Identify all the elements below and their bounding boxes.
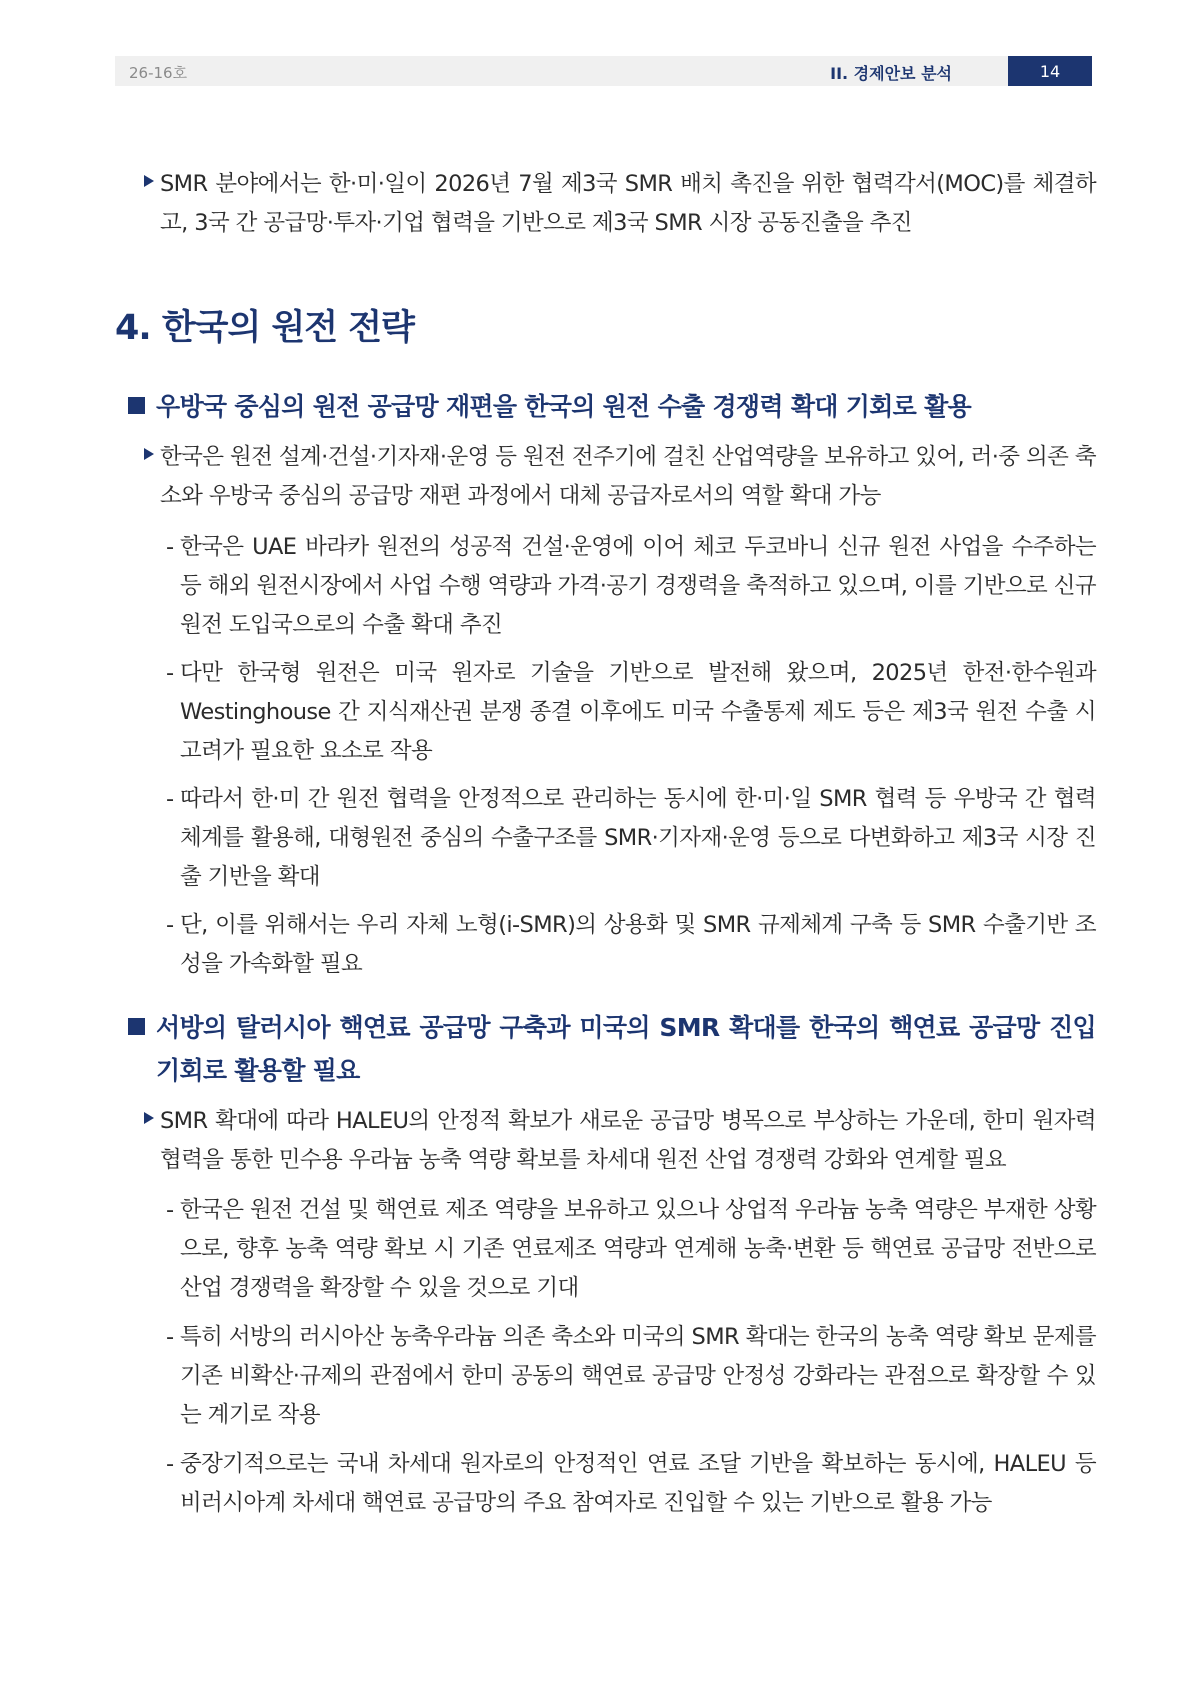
dash-text: 한국은 원전 건설 및 핵연료 제조 역량을 보유하고 있으나 상업적 우라늄 농축 역량은 부재한 상황으로, 향후 농축 역량 확보 시 기존 연료제조 역량과 연계해 농축·변환 등 핵연료 공급망 전반으로 산업 경쟁력을 확장할 수 있을 것으로 기대 [180,1197,1096,1301]
triangle-bullet-icon [144,175,154,187]
dash-item [166,528,1096,645]
square-bullet-icon [128,1018,145,1035]
dash-marker: - [166,660,174,686]
dash-item [166,1191,1096,1308]
dash-marker: - [166,1197,174,1223]
dash-item [166,1445,1096,1523]
subsection-heading-1 [128,385,1096,428]
dash-marker: - [166,786,174,812]
dash-text: 중장기적으로는 국내 차세대 원자로의 안정적인 연료 조달 기반을 확보하는 동시에, HALEU 등 비러시아계 차세대 핵연료 공급망의 주요 참여자로 진입할 수 있는 기반으로 활용 가능 [180,1451,1096,1516]
dash-item [166,1318,1096,1435]
bullet-item [160,1102,1096,1180]
bullet-text: SMR 확대에 따라 HALEU의 안정적 확보가 새로운 공급망 병목으로 부상하는 가운데, 한미 원자력협력을 통한 민수용 우라늄 농축 역량 확보를 차세대 원전 산업 경쟁력 강화와 연계할 필요 [160,1108,1096,1173]
dash-text: 다만 한국형 원전은 미국 원자로 기술을 기반으로 발전해 왔으며, 2025년 한전·한수원과 Westinghouse 간 지식재산권 분쟁 종결 이후에도 미국 수출통제 제도 등은 제3국 원전 수출 시 고려가 필요한 요소로 작용 [180,660,1096,764]
bullet-text: SMR 분야에서는 한·미·일이 2026년 7월 제3국 SMR 배치 촉진을 위한 협력각서(MOC)를 체결하고, 3국 간 공급망·투자·기업 협력을 기반으로 제3국 SMR 시장 공동진출을 추진 [160,171,1096,236]
page-number: 14 [1008,56,1092,86]
dash-marker: - [166,534,174,560]
dash-text: 따라서 한·미 간 원전 협력을 안정적으로 관리하는 동시에 한·미·일 SMR 협력 등 우방국 간 협력체계를 활용해, 대형원전 중심의 수출구조를 SMR·기자재·운영 등으로 다변화하고 제3국 시장 진출 기반을 확대 [180,786,1096,890]
dash-item [166,906,1096,984]
bullet-item [160,438,1096,516]
triangle-bullet-icon [144,448,154,460]
dash-marker: - [166,1324,174,1350]
triangle-bullet-icon [144,1112,154,1124]
dash-item [166,654,1096,771]
subsection-title: 서방의 탈러시아 핵연료 공급망 구축과 미국의 SMR 확대를 한국의 핵연료 공급망 진입 기회로 활용할 필요 [156,1013,1096,1085]
dash-text: 한국은 UAE 바라카 원전의 성공적 건설·운영에 이어 체코 두코바니 신규 원전 사업을 수주하는 등 해외 원전시장에서 사업 수행 역량과 가격·공기 경쟁력을 축적하고 있으며, 이를 기반으로 신규 원전 도입국으로의 수출 확대 추진 [180,534,1096,638]
dash-text: 특히 서방의 러시아산 농축우라늄 의존 축소와 미국의 SMR 확대는 한국의 농축 역량 확보 문제를 기존 비확산·규제의 관점에서 한미 공동의 핵연료 공급망 안정성 강화라는 관점으로 확장할 수 있는 계기로 작용 [180,1324,1096,1428]
dash-text: 단, 이를 위해서는 우리 자체 노형(i-SMR)의 상용화 및 SMR 규제체계 구축 등 SMR 수출기반 조성을 가속화할 필요 [180,912,1096,977]
subsection-title: 우방국 중심의 원전 공급망 재편을 한국의 원전 수출 경쟁력 확대 기회로 활용 [156,392,971,421]
subsection-heading-2 [128,1006,1096,1092]
dash-marker: - [166,1451,174,1477]
dash-marker: - [166,912,174,938]
dash-item [166,780,1096,897]
page-header [115,56,1092,86]
section-title: 4. 한국의 원전 전략 [115,308,414,348]
chapter-title: II. 경제안보 분석 [830,64,952,83]
issue-number: 26-16호 [129,64,188,82]
intro-bullet [160,165,1096,243]
bullet-text: 한국은 원전 설계·건설·기자재·운영 등 원전 전주기에 걸친 산업역량을 보유하고 있어, 러·중 의존 축소와 우방국 중심의 공급망 재편 과정에서 대체 공급자로서의 역할 확대 가능 [160,444,1096,509]
square-bullet-icon [128,397,145,414]
